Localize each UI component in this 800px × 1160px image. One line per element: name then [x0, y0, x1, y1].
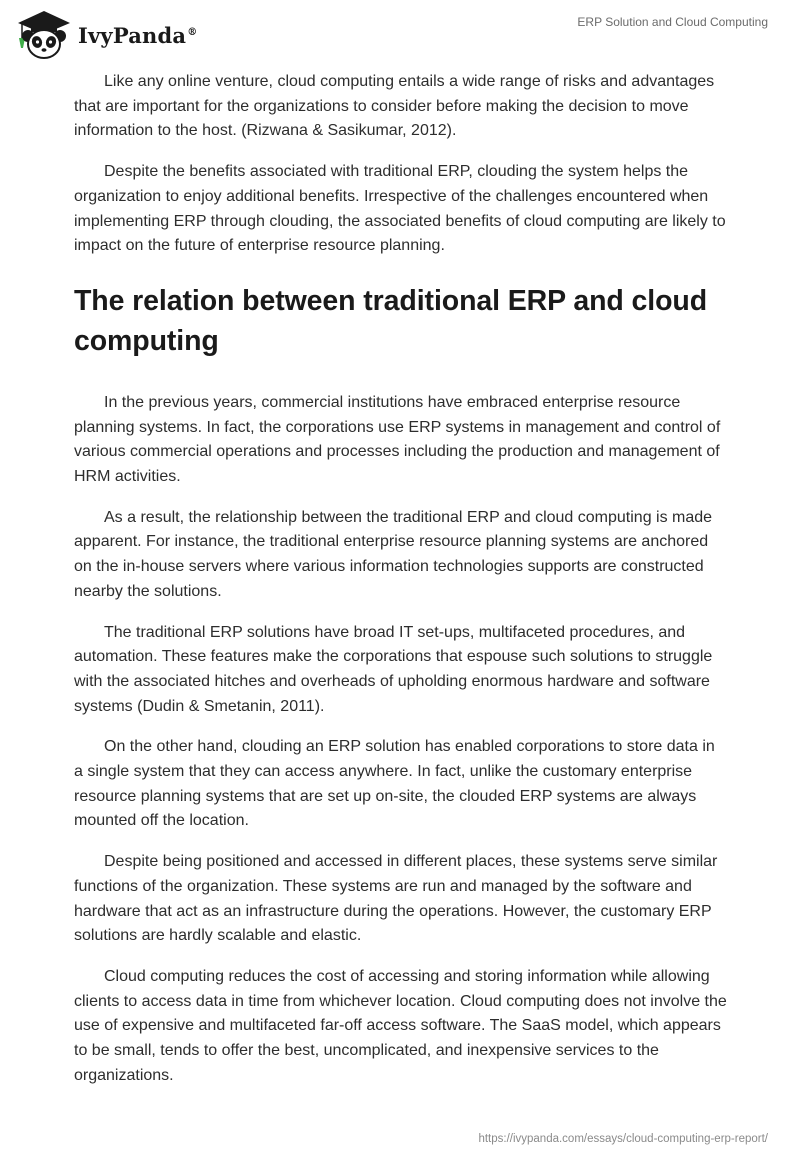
brand-name: IvyPanda® [78, 22, 198, 48]
paragraph: Like any online venture, cloud computing entails a wide range of risks and advantages that are important for the organizations to consider before making the decision to move information to the host. (Rizwana & Sasikumar, 2012). [74, 73, 715, 140]
panda-graduate-icon [14, 8, 74, 60]
paragraph: Despite the benefits associated with traditional ERP, clouding the system helps the organization to enjoy additional benefits. Irrespective of the challenges encountered when implementing ERP through clouding, the associated benefits of cloud computing are likely to impact on the future of enterprise resource planning. [74, 163, 726, 255]
registered-mark: ® [187, 26, 198, 38]
paragraph: On the other hand, clouding an ERP solution has enabled corporations to store data in a single system that they can access anywhere. In fact, unlike the customary enterprise resource planning systems that are set up on-site, the clouded ERP systems are always mounted off the location. [74, 738, 715, 830]
paragraph: In the previous years, commercial institutions have embraced enterprise resource planning systems. In fact, the corporations use ERP systems in management and control of various commercial operations and processes including the production and management of HRM activities. [74, 393, 721, 486]
section-heading: The relation between traditional ERP and cloud computing [74, 284, 708, 357]
source-url[interactable]: https://ivypanda.com/essays/cloud-computing-erp-report/ [478, 1133, 768, 1145]
page-header [0, 0, 800, 68]
paragraph: As a result, the relationship between the traditional ERP and cloud computing is made apparent. For instance, the traditional enterprise resource planning systems are anchored on the in-house servers where various information technologies supports are constructed nearby the solutions. [74, 508, 713, 600]
article-body [74, 70, 728, 1105]
document-title: ERP Solution and Cloud Computing [577, 15, 768, 29]
ivypanda-logo[interactable] [14, 8, 197, 60]
paragraph: The traditional ERP solutions have broad IT set-ups, multifaceted procedures, and automation. These features make the corporations that espouse such solutions to struggle with the associated hitches and overheads of upholding enormous hardware and software systems (Dudin & Smetanin, 2011). [74, 623, 713, 715]
paragraph: Despite being positioned and accessed in different places, these systems serve similar functions of the organization. These systems are run and managed by the software and hardware that act as an infrastructure during the operations. However, the customary ERP solutions are hardly scalable and elastic. [74, 853, 718, 945]
paragraph: Cloud computing reduces the cost of accessing and storing information while allowing clients to access data in time from whichever location. Cloud computing does not involve the use of expensive and multifaceted far-off access software. The SaaS model, which appears to be small, tends to offer the best, uncomplicated, and inexpensive services to the organizations. [74, 967, 727, 1084]
